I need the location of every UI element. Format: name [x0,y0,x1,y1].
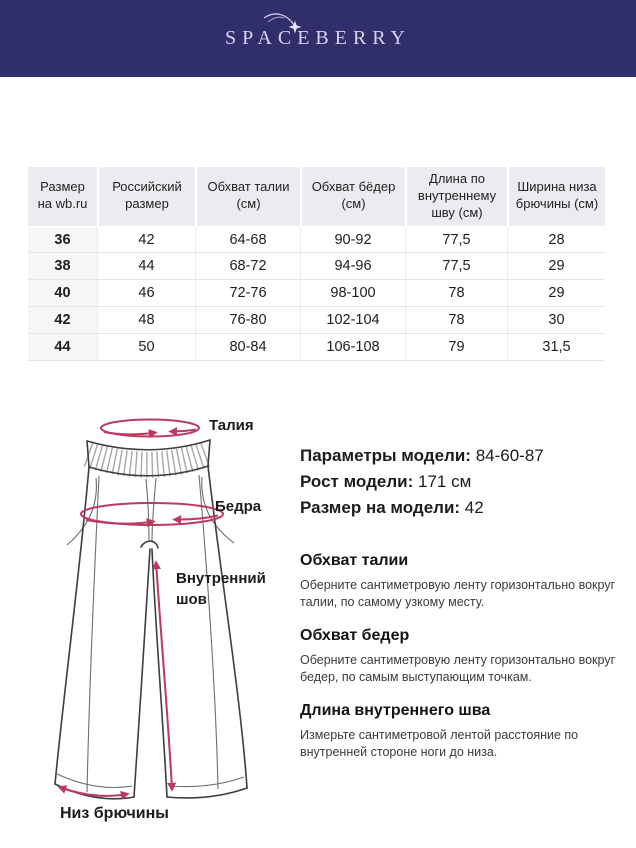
size-row [28,226,605,253]
hem-arrow [59,787,128,796]
col-header-hips: Обхват бёдер (см) [300,167,405,226]
guide-section-inseam [300,702,630,761]
col-header-ru-size: Российский размер [97,167,195,226]
table-cell: 94-96 [300,253,405,280]
table-cell: 38 [28,253,97,280]
table-cell: 42 [97,226,195,253]
table-cell: 29 [507,280,605,307]
waist-label: Талия [209,417,254,434]
table-cell: 76-80 [195,307,300,334]
guide-section-text: Измерьте сантиметровой лентой расстояние по внутренней стороне ноги до низа. [300,728,579,759]
brand-header [0,0,636,77]
col-header-inseam: Длина по внутреннему шву (см) [405,167,507,226]
table-cell: 40 [28,280,97,307]
size-row [28,307,605,334]
guide-section-waist [300,552,630,611]
hips-label: Бедра [215,498,262,515]
col-header-hem-width: Ширина низа брючины (см) [507,167,605,226]
guide-section-text: Оберните сантиметровую ленту горизонтально вокруг бедер, по самым выступающим точкам. [300,653,616,684]
size-table-header-row [28,167,605,226]
hem-label: Низ брючины [60,805,169,822]
col-header-wb-size: Размер на wb.ru [28,167,97,226]
table-cell: 42 [28,307,97,334]
table-cell: 29 [507,253,605,280]
guide-section-title: Обхват талии [300,552,409,569]
table-cell: 78 [405,307,507,334]
table-cell: 28 [507,226,605,253]
model-params-label: Параметры модели: [300,446,471,465]
table-cell: 72-76 [195,280,300,307]
table-cell: 50 [97,334,195,361]
table-cell: 90-92 [300,226,405,253]
table-cell: 102-104 [300,307,405,334]
guide-section-title: Обхват бедер [300,627,410,644]
model-size-label: Размер на модели: [300,498,461,517]
table-cell: 48 [97,307,195,334]
model-params-line [300,443,630,469]
guide-section-text: Оберните сантиметровую ленту горизонтально вокруг талии, по самому узкому месту. [300,578,616,609]
table-cell: 80-84 [195,334,300,361]
table-cell: 78 [405,280,507,307]
model-height-label: Рост модели: [300,472,414,491]
model-height-value: 171 см [417,472,472,491]
guide-section-hips [300,627,630,686]
measure-guide [300,552,630,761]
pants-outline [55,440,247,799]
size-row [28,253,605,280]
table-cell: 68-72 [195,253,300,280]
model-height-line [300,469,630,495]
inseam-label: Внутренний шов [176,570,266,608]
table-cell: 64-68 [195,226,300,253]
model-size-line [300,495,630,521]
table-cell: 44 [28,334,97,361]
table-cell: 30 [507,307,605,334]
table-cell: 77,5 [405,226,507,253]
size-row [28,280,605,307]
table-cell: 106-108 [300,334,405,361]
size-table [28,167,605,361]
table-cell: 36 [28,226,97,253]
table-cell: 98-100 [300,280,405,307]
info-column [300,443,630,777]
table-cell: 79 [405,334,507,361]
guide-section-title: Длина внутреннего шва [300,702,491,719]
col-header-waist: Обхват талии (см) [195,167,300,226]
table-cell: 44 [97,253,195,280]
table-cell: 46 [97,280,195,307]
model-size-value: 42 [464,498,484,517]
size-row [28,334,605,361]
model-params-value: 84-60-87 [475,446,544,465]
pants-measurement-diagram [28,400,300,848]
table-cell: 31,5 [507,334,605,361]
table-cell: 77,5 [405,253,507,280]
waistband-ribbing [88,453,209,465]
brand-logo-text: SPACEBERRY [225,27,411,49]
